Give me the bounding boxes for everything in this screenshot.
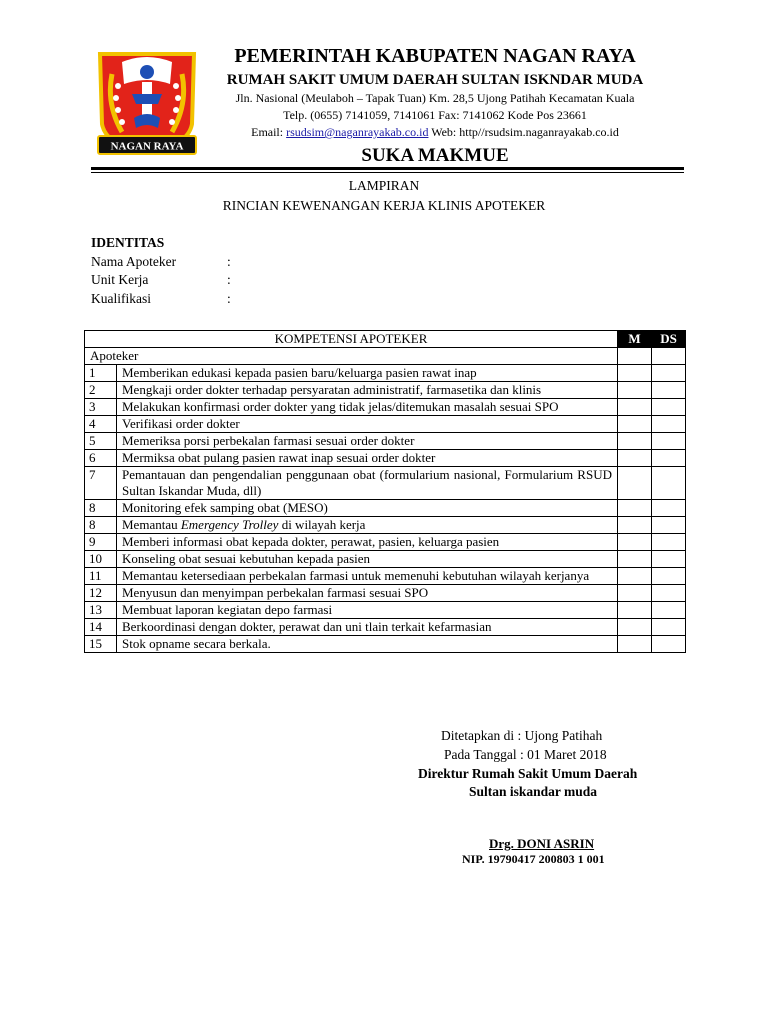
phone-line: Telp. (0655) 7141059, 7141061 Fax: 7141062 Kode Pos 23661 [283,108,587,122]
svg-text:NAGAN RAYA: NAGAN RAYA [110,140,184,153]
checkbox-cell-ds[interactable] [652,416,686,433]
checkbox-cell-m[interactable] [618,500,652,517]
table-row [85,416,686,433]
column-m-header: M [618,331,652,348]
row-number: 12 [85,585,117,602]
checkbox-cell-ds[interactable] [652,585,686,602]
checkbox-cell-m[interactable] [618,467,652,500]
row-number: 6 [85,450,117,467]
row-number: 15 [85,636,117,653]
identity-label: Unit Kerja [91,272,149,287]
table-row [85,382,686,399]
contact-line [200,124,670,141]
identity-separator: : [227,272,231,287]
letterhead [200,44,670,168]
column-ds-header: DS [652,331,686,348]
checkbox-cell-ds[interactable] [652,619,686,636]
checkbox-cell-ds[interactable] [652,467,686,500]
competency-header: KOMPETENSI APOTEKER [85,331,618,348]
table-row [85,500,686,517]
checkbox-cell-ds[interactable] [652,399,686,416]
issued-place: Ditetapkan di : Ujong Patihah [441,728,603,743]
competency-text: Monitoring efek samping obat (MESO) [117,500,618,517]
checkbox-cell-m[interactable] [618,399,652,416]
identity-field [91,271,231,290]
row-number: 10 [85,551,117,568]
row-number: 8 [85,517,117,534]
competency-table-body [85,348,686,653]
checkbox-cell-m[interactable] [618,619,652,636]
competency-text: Memantau ketersediaan perbekalan farmasi untuk memenuhi kebutuhan wilayah kerjanya [117,568,618,585]
email-link[interactable]: rsudsim@naganrayakab.co.id [286,125,429,139]
table-header-row [85,331,686,348]
row-number: 1 [85,365,117,382]
checkbox-cell-ds[interactable] [652,636,686,653]
checkbox-cell-m[interactable] [618,568,652,585]
government-title: PEMERINTAH KABUPATEN NAGAN RAYA [234,45,636,67]
competency-text: Verifikasi order dokter [117,416,618,433]
table-row [85,585,686,602]
checkbox-cell-m[interactable] [618,602,652,619]
checkbox-cell-ds[interactable] [652,551,686,568]
checkbox-cell-m[interactable] [618,551,652,568]
signer-position-line1: Direktur Rumah Sakit Umum Daerah [418,766,638,781]
letterhead-divider-thin [91,172,684,173]
hospital-name: RUMAH SAKIT UMUM DAERAH SULTAN ISKNDAR MUDA [226,72,644,88]
checkbox-cell-m[interactable] [618,382,652,399]
row-number: 9 [85,534,117,551]
row-number: 2 [85,382,117,399]
checkbox-cell-ds[interactable] [652,450,686,467]
competency-text: Memeriksa porsi perbekalan farmasi sesuai order dokter [117,433,618,450]
document-heading: LAMPIRAN [348,178,420,193]
competency-text-pre: Memantau [122,517,181,532]
web-text: Web: http//rsudsim.naganrayakab.co.id [428,125,619,139]
identity-label: Kualifikasi [91,290,151,306]
competency-text: Berkoordinasi dengan dokter, perawat dan uni tlain terkait kefarmasian [117,619,618,636]
table-row [85,450,686,467]
email-label: Email: [251,125,287,139]
table-row [85,619,686,636]
identity-section [91,234,231,308]
checkbox-cell-m[interactable] [618,433,652,450]
row-number: 4 [85,416,117,433]
checkbox-cell-ds[interactable] [652,568,686,585]
checkbox-cell-ds[interactable] [652,534,686,551]
row-number: 3 [85,399,117,416]
checkbox-cell-ds[interactable] [652,517,686,534]
checkbox-cell-ds[interactable] [652,348,686,365]
competency-text: Membuat laporan kegiatan depo farmasi [117,602,618,619]
competency-text-emphasis: Emergency Trolley [180,517,279,532]
identity-title: IDENTITAS [91,235,165,250]
identity-separator: : [227,290,231,306]
table-row [85,433,686,450]
letterhead-divider-thick [91,167,684,170]
table-row [85,636,686,653]
identity-field [91,253,231,272]
competency-table [84,330,686,653]
address-line: Jln. Nasional (Meulaboh – Tapak Tuan) Km. 28,5 Ujong Patihah Kecamatan Kuala [235,91,635,105]
row-number: 14 [85,619,117,636]
document-subheading: RINCIAN KEWENANGAN KERJA KLINIS APOTEKER [222,198,546,213]
checkbox-cell-m[interactable] [618,636,652,653]
checkbox-cell-ds[interactable] [652,433,686,450]
checkbox-cell-m[interactable] [618,450,652,467]
table-row [85,551,686,568]
table-row [85,602,686,619]
checkbox-cell-m[interactable] [618,585,652,602]
row-number: 8 [85,500,117,517]
competency-text: Menyusun dan menyimpan perbekalan farmasi sesuai SPO [117,585,618,602]
identity-label: Nama Apoteker [91,253,177,269]
signer-nip: NIP. 19790417 200803 1 001 [462,852,605,866]
competency-text: Melakukan konfirmasi order dokter yang tidak jelas/ditemukan masalah sesuai SPO [117,399,618,416]
checkbox-cell-ds[interactable] [652,602,686,619]
checkbox-cell-m[interactable] [618,348,652,365]
table-row [85,365,686,382]
checkbox-cell-m[interactable] [618,365,652,382]
checkbox-cell-ds[interactable] [652,500,686,517]
competency-text: Memberi informasi obat kepada dokter, perawat, pasien, keluarga pasien [117,534,618,551]
issued-date: Pada Tanggal : 01 Maret 2018 [444,747,607,762]
city-name: SUKA MAKMUE [361,145,509,166]
table-row [85,467,686,500]
checkbox-cell-m[interactable] [618,416,652,433]
row-number: 5 [85,433,117,450]
competency-text: Konseling obat sesuai kebutuhan kepada pasien [117,551,618,568]
identity-field [91,290,231,309]
competency-text: Mermiksa obat pulang pasien rawat inap sesuai order dokter [117,450,618,467]
table-row [85,568,686,585]
table-row [85,534,686,551]
row-number: 13 [85,602,117,619]
row-number: 11 [85,568,117,585]
table-group-row [85,348,686,365]
checkbox-cell-ds[interactable] [652,365,686,382]
group-label: Apoteker [85,348,618,365]
identity-separator: : [227,253,231,269]
table-row [85,517,686,534]
competency-text-post: di wilayah kerja [278,517,366,532]
checkbox-cell-m[interactable] [618,517,652,534]
competency-text: Mengkaji order dokter terhadap persyaratan administratif, farmasetika dan klinis [117,382,618,399]
competency-text: Memberikan edukasi kepada pasien baru/keluarga pasien rawat inap [117,365,618,382]
table-row [85,399,686,416]
checkbox-cell-m[interactable] [618,534,652,551]
signer-position-line2: Sultan iskandar muda [469,784,598,799]
row-number: 7 [85,467,117,500]
nagan-raya-emblem-logo [92,44,202,158]
competency-text: Pemantauan dan pengendalian penggunaan obat (formularium nasional, Formularium RSUD Sultan Iskandar Muda, dll) [117,467,618,500]
checkbox-cell-ds[interactable] [652,382,686,399]
signer-name: Drg. DONI ASRIN [489,836,595,851]
competency-text [117,517,618,534]
competency-text: Stok opname secara berkala. [117,636,618,653]
